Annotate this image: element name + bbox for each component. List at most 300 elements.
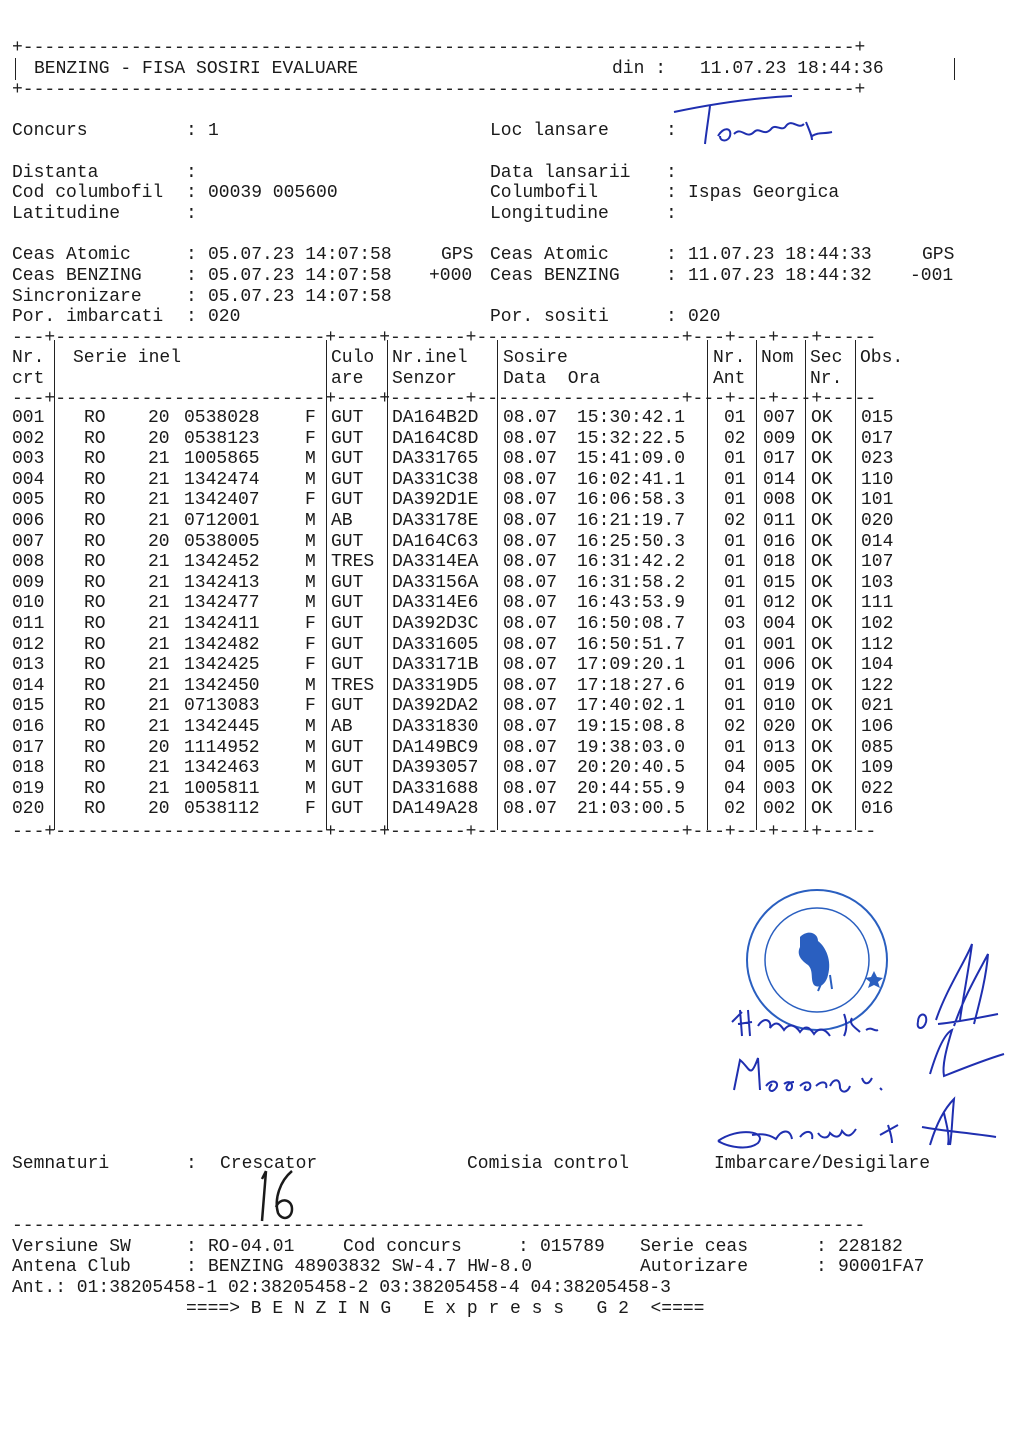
- cell-sec: OK: [811, 634, 833, 655]
- data-lansarii-label: Data lansarii: [490, 163, 631, 183]
- cell-obs: 112: [861, 634, 894, 655]
- distanta-label: Distanta: [12, 163, 99, 183]
- cell-obs: 111: [861, 593, 894, 614]
- ceas-atomic-r-label: Ceas Atomic: [490, 245, 609, 265]
- cell-obs: 016: [861, 799, 894, 820]
- th-serie: Serie inel: [73, 348, 182, 368]
- colon: :: [186, 266, 197, 286]
- cell-ant: 04: [724, 758, 746, 779]
- cell-nom: 013: [763, 737, 796, 758]
- cell-ring: 1342425: [184, 655, 260, 676]
- cell-ant: 01: [724, 737, 746, 758]
- cell-obs: 085: [861, 737, 894, 758]
- table-row: [12, 552, 972, 573]
- cell-nr: 019: [12, 778, 45, 799]
- cell-nr: 009: [12, 572, 45, 593]
- signature-3: [712, 1095, 1012, 1155]
- cell-nr: 006: [12, 511, 45, 531]
- th-nr-2: crt: [12, 369, 45, 389]
- cell-date: 08.07: [503, 717, 558, 737]
- cell-nom: 010: [763, 696, 796, 717]
- cell-date: 08.07: [503, 778, 558, 799]
- table-row: [12, 614, 972, 635]
- cod-columbofil-value: 00039 005600: [208, 183, 338, 203]
- ceas-benzing-label: Ceas BENZING: [12, 266, 142, 286]
- cell-year: 21: [148, 675, 170, 696]
- cell-ring: 1342413: [184, 572, 260, 593]
- table-row: [12, 717, 972, 738]
- cell-ring: 1005865: [184, 449, 260, 470]
- colon: :: [666, 163, 677, 183]
- cell-sensor: DA331C38: [392, 469, 479, 490]
- sep-8: [855, 340, 856, 830]
- sep-6: [756, 340, 757, 830]
- cell-year: 20: [148, 408, 170, 428]
- cell-sec: OK: [811, 408, 833, 428]
- ceas-atomic-r-value: 11.07.23 18:44:33: [688, 245, 872, 265]
- cell-color: TRES: [331, 552, 375, 573]
- antena-value: BENZING 48903832 SW-4.7 HW-8.0: [208, 1257, 533, 1277]
- cell-date: 08.07: [503, 428, 558, 449]
- cell-sex: M: [305, 675, 316, 696]
- longitudine-label: Longitudine: [490, 204, 609, 224]
- cell-sec: OK: [811, 758, 833, 779]
- cell-ring: 0538112: [184, 799, 260, 820]
- table-row: [12, 799, 972, 820]
- cell-ring: 0538028: [184, 408, 260, 428]
- cell-ant: 01: [724, 655, 746, 676]
- cell-ring: 1342452: [184, 552, 260, 573]
- cell-nom: 003: [763, 778, 796, 799]
- cell-sec: OK: [811, 469, 833, 490]
- cell-color: GUT: [331, 696, 364, 717]
- cell-year: 21: [148, 469, 170, 490]
- colon: :: [666, 121, 677, 141]
- cell-sensor: DA392DA2: [392, 696, 479, 717]
- loc-lansare-handwriting: [672, 92, 852, 152]
- cell-time: 16:31:42.2: [577, 552, 686, 573]
- cell-nom: 008: [763, 490, 796, 511]
- cell-country: RO: [84, 717, 106, 737]
- cell-nom: 007: [763, 408, 796, 428]
- cell-time: 17:09:20.1: [577, 655, 686, 676]
- cell-sec: OK: [811, 531, 833, 552]
- cell-obs: 017: [861, 428, 894, 449]
- sincronizare-value: 05.07.23 14:07:58: [208, 287, 392, 307]
- cell-time: 17:40:02.1: [577, 696, 686, 717]
- th-inel: Nr.inel: [392, 348, 468, 368]
- cell-ant: 04: [724, 778, 746, 799]
- cell-ring: 1342482: [184, 634, 260, 655]
- cell-obs: 022: [861, 778, 894, 799]
- cell-sensor: DA33178E: [392, 511, 479, 531]
- table-row: [12, 490, 972, 511]
- cell-country: RO: [84, 614, 106, 634]
- colon: :: [186, 1154, 197, 1174]
- cell-time: 16:50:08.7: [577, 614, 686, 634]
- cell-nom: 020: [763, 717, 796, 737]
- cell-obs: 106: [861, 717, 894, 737]
- autorizare-value: 90001FA7: [838, 1257, 925, 1277]
- cell-country: RO: [84, 799, 106, 820]
- cell-year: 21: [148, 696, 170, 717]
- cell-ring: 0538123: [184, 428, 260, 449]
- cell-time: 17:18:27.6: [577, 675, 686, 696]
- table-row: [12, 449, 972, 470]
- imbarcare-label: Imbarcare/Desigilare: [714, 1154, 931, 1174]
- th-ant-2: Ant: [713, 369, 746, 389]
- cell-sensor: DA392D3C: [392, 614, 479, 634]
- cell-obs: 107: [861, 552, 894, 573]
- cell-sec: OK: [811, 696, 833, 717]
- cell-sensor: DA331830: [392, 717, 479, 737]
- ceas-benzing-r-value: 11.07.23 18:44:32: [688, 266, 872, 286]
- serie-ceas-label: Serie ceas: [640, 1237, 749, 1257]
- cell-time: 20:20:40.5: [577, 758, 686, 779]
- cell-country: RO: [84, 675, 106, 696]
- cell-sex: M: [305, 758, 316, 779]
- cell-obs: 101: [861, 490, 894, 511]
- th-obs: Obs.: [860, 348, 904, 368]
- cell-color: GUT: [331, 737, 364, 758]
- cell-country: RO: [84, 469, 106, 490]
- table-border-bottom: ---+-------------------------+----+-------+-------------------+---+---+---+-----: [12, 822, 877, 842]
- cell-ant: 01: [724, 675, 746, 696]
- cell-nr: 017: [12, 737, 45, 758]
- cell-obs: 014: [861, 531, 894, 552]
- cell-nom: 015: [763, 572, 796, 593]
- cell-obs: 015: [861, 408, 894, 428]
- cell-time: 19:15:08.8: [577, 717, 686, 737]
- table-row: [12, 470, 972, 491]
- cell-ant: 01: [724, 593, 746, 614]
- cell-nom: 001: [763, 634, 796, 655]
- cell-nom: 005: [763, 758, 796, 779]
- table-row: [12, 532, 972, 553]
- cell-year: 20: [148, 799, 170, 820]
- cell-year: 21: [148, 655, 170, 676]
- antena-label: Antena Club: [12, 1257, 131, 1277]
- cell-time: 20:44:55.9: [577, 778, 686, 799]
- cell-sensor: DA331765: [392, 449, 479, 470]
- colon: :: [186, 245, 197, 265]
- cell-nom: 011: [763, 511, 796, 531]
- por-sositi-label: Por. sositi: [490, 307, 609, 327]
- footer-divider: -------------------------------------------------------------------------------: [12, 1216, 866, 1236]
- cell-nom: 016: [763, 531, 796, 552]
- cell-color: GUT: [331, 408, 364, 428]
- cell-country: RO: [84, 572, 106, 593]
- cell-sex: F: [305, 634, 316, 655]
- cell-year: 21: [148, 614, 170, 634]
- cell-time: 16:02:41.1: [577, 469, 686, 490]
- cell-sensor: DA3314EA: [392, 552, 479, 573]
- cell-ant: 01: [724, 490, 746, 511]
- signature-2: [730, 1028, 1010, 1098]
- cell-obs: 021: [861, 696, 894, 717]
- loc-lansare-label: Loc lansare: [490, 121, 609, 141]
- cell-ring: 1342445: [184, 717, 260, 737]
- table-row: [12, 655, 972, 676]
- cell-sec: OK: [811, 593, 833, 614]
- ceas-atomic-extra: GPS: [441, 245, 474, 265]
- cell-time: 19:38:03.0: [577, 737, 686, 758]
- cell-ant: 01: [724, 634, 746, 655]
- cell-sex: M: [305, 778, 316, 799]
- cell-nr: 008: [12, 552, 45, 573]
- cell-sex: M: [305, 531, 316, 552]
- th-sec-2: Nr.: [810, 369, 843, 389]
- cell-year: 21: [148, 593, 170, 614]
- cell-sensor: DA33156A: [392, 572, 479, 593]
- cell-obs: 103: [861, 572, 894, 593]
- colon: :: [186, 1237, 197, 1257]
- cell-sex: M: [305, 593, 316, 614]
- cell-color: AB: [331, 717, 353, 737]
- ceas-benzing-value: 05.07.23 14:07:58: [208, 266, 392, 286]
- cell-country: RO: [84, 593, 106, 614]
- colon: :: [666, 183, 677, 203]
- cell-sex: F: [305, 428, 316, 449]
- cell-obs: 110: [861, 469, 894, 490]
- por-imbarcati-label: Por. imbarcati: [12, 307, 164, 327]
- cell-date: 08.07: [503, 408, 558, 428]
- cell-ring: 1114952: [184, 737, 260, 758]
- columbofil-label: Columbofil: [490, 183, 599, 203]
- cell-sex: F: [305, 799, 316, 820]
- cell-sec: OK: [811, 428, 833, 449]
- crescator-label: Crescator: [220, 1154, 318, 1174]
- header-border-bottom: +-----------------------------------------------------------------------------+: [12, 80, 866, 100]
- header-left-edge: [15, 58, 16, 80]
- cell-country: RO: [84, 737, 106, 758]
- cell-country: RO: [84, 531, 106, 552]
- colon: :: [186, 121, 197, 141]
- table-header-border: ---+-------------------------+----+-------+-------------------+---+---+---+-----: [12, 389, 877, 409]
- cell-color: GUT: [331, 655, 364, 676]
- cell-sec: OK: [811, 490, 833, 511]
- sep-3: [387, 340, 388, 830]
- cell-time: 16:50:51.7: [577, 634, 686, 655]
- serie-ceas-value: 228182: [838, 1237, 903, 1257]
- cell-date: 08.07: [503, 696, 558, 717]
- cell-sensor: DA331605: [392, 634, 479, 655]
- cell-sex: F: [305, 490, 316, 511]
- table-row: [12, 779, 972, 800]
- cell-ant: 02: [724, 511, 746, 531]
- cell-ant: 01: [724, 449, 746, 470]
- table-row: [12, 635, 972, 656]
- cell-sensor: DA164C63: [392, 531, 479, 552]
- cell-sex: F: [305, 655, 316, 676]
- cell-sex: F: [305, 614, 316, 634]
- cell-sec: OK: [811, 675, 833, 696]
- cell-nr: 004: [12, 469, 45, 490]
- cell-sex: F: [305, 408, 316, 428]
- cell-obs: 023: [861, 449, 894, 470]
- cell-time: 16:25:50.3: [577, 531, 686, 552]
- cell-sex: M: [305, 511, 316, 531]
- th-nr: Nr.: [12, 348, 45, 368]
- cell-nr: 016: [12, 717, 45, 737]
- cod-concurs-value: 015789: [540, 1237, 605, 1257]
- cell-color: GUT: [331, 428, 364, 449]
- colon: :: [186, 183, 197, 203]
- th-sosire-2: Data Ora: [503, 369, 601, 389]
- columbofil-value: Ispas Georgica: [688, 183, 840, 203]
- cell-ring: 0538005: [184, 531, 260, 552]
- cell-date: 08.07: [503, 490, 558, 511]
- table-row: [12, 696, 972, 717]
- cell-nom: 014: [763, 469, 796, 490]
- colon: :: [186, 163, 197, 183]
- colon: :: [186, 204, 197, 224]
- cell-date: 08.07: [503, 449, 558, 470]
- cell-sensor: DA3319D5: [392, 675, 479, 696]
- cell-date: 08.07: [503, 758, 558, 779]
- cell-year: 21: [148, 634, 170, 655]
- colon: :: [666, 204, 677, 224]
- colon: :: [816, 1257, 827, 1277]
- cell-sensor: DA149A28: [392, 799, 479, 820]
- cell-nr: 018: [12, 758, 45, 779]
- cell-sex: M: [305, 572, 316, 593]
- cell-sensor: DA3314E6: [392, 593, 479, 614]
- versiune-label: Versiune SW: [12, 1237, 131, 1257]
- cell-year: 20: [148, 737, 170, 758]
- cell-nom: 017: [763, 449, 796, 470]
- cell-sex: M: [305, 449, 316, 470]
- cell-date: 08.07: [503, 469, 558, 490]
- th-culoare: Culo: [331, 348, 375, 368]
- cell-sensor: DA331688: [392, 778, 479, 799]
- sep-7: [805, 340, 806, 830]
- cell-color: GUT: [331, 469, 364, 490]
- header-date-value: 11.07.23 18:44:36: [700, 59, 884, 79]
- cell-sex: M: [305, 552, 316, 573]
- cell-sensor: DA33171B: [392, 655, 479, 676]
- cell-sec: OK: [811, 511, 833, 531]
- cell-nom: 019: [763, 675, 796, 696]
- colon: :: [816, 1237, 827, 1257]
- cell-country: RO: [84, 408, 106, 428]
- comisia-label: Comisia control: [467, 1154, 630, 1174]
- cell-nom: 002: [763, 799, 796, 820]
- cell-ring: 1005811: [184, 778, 260, 799]
- cell-obs: 104: [861, 655, 894, 676]
- cell-year: 21: [148, 758, 170, 779]
- cell-color: GUT: [331, 449, 364, 470]
- benzing-express-line: ====> B E N Z I N G E x p r e s s G 2 <====: [186, 1299, 705, 1319]
- cell-color: TRES: [331, 675, 375, 696]
- cell-ant: 03: [724, 614, 746, 634]
- cell-sec: OK: [811, 717, 833, 737]
- cell-date: 08.07: [503, 675, 558, 696]
- cell-nom: 006: [763, 655, 796, 676]
- cell-date: 08.07: [503, 572, 558, 593]
- concurs-value: 1: [208, 121, 219, 141]
- header-right-edge: [954, 58, 955, 80]
- cell-ring: 1342411: [184, 614, 260, 634]
- cell-sec: OK: [811, 799, 833, 820]
- cell-date: 08.07: [503, 531, 558, 552]
- cell-time: 15:32:22.5: [577, 428, 686, 449]
- cell-sensor: DA393057: [392, 758, 479, 779]
- cell-nr: 011: [12, 614, 45, 634]
- table-row: [12, 593, 972, 614]
- cell-date: 08.07: [503, 634, 558, 655]
- cell-time: 15:41:09.0: [577, 449, 686, 470]
- por-imbarcati-value: 020: [208, 307, 241, 327]
- cell-year: 21: [148, 717, 170, 737]
- ceas-atomic-label: Ceas Atomic: [12, 245, 131, 265]
- table-row: [12, 573, 972, 594]
- cell-nom: 018: [763, 552, 796, 573]
- cell-time: 15:30:42.1: [577, 408, 686, 428]
- sep-2: [326, 340, 327, 830]
- colon: :: [666, 245, 677, 265]
- cell-sex: M: [305, 469, 316, 490]
- colon: :: [666, 266, 677, 286]
- cell-nr: 020: [12, 799, 45, 820]
- colon: :: [518, 1237, 529, 1257]
- cell-sec: OK: [811, 614, 833, 634]
- cell-ring: 1342477: [184, 593, 260, 614]
- cell-date: 08.07: [503, 511, 558, 531]
- sincronizare-label: Sincronizare: [12, 287, 142, 307]
- ceas-benzing-r-extra: -001: [910, 266, 954, 286]
- cell-sensor: DA164C8D: [392, 428, 479, 449]
- cod-columbofil-label: Cod columbofil: [12, 183, 164, 203]
- header-border-top: +-----------------------------------------------------------------------------+: [12, 38, 866, 58]
- ceas-benzing-r-label: Ceas BENZING: [490, 266, 620, 286]
- cell-color: GUT: [331, 634, 364, 655]
- cell-sec: OK: [811, 449, 833, 470]
- cell-obs: 102: [861, 614, 894, 634]
- cell-nr: 005: [12, 490, 45, 511]
- th-inel-2: Senzor: [392, 369, 457, 389]
- cell-obs: 020: [861, 511, 894, 531]
- table-row: [12, 511, 972, 532]
- cell-nr: 013: [12, 655, 45, 676]
- cell-ant: 02: [724, 717, 746, 737]
- cell-date: 08.07: [503, 552, 558, 573]
- cell-color: GUT: [331, 490, 364, 511]
- cell-nr: 003: [12, 449, 45, 470]
- colon: :: [186, 287, 197, 307]
- cell-year: 21: [148, 511, 170, 531]
- table-row: [12, 676, 972, 697]
- cell-color: AB: [331, 511, 353, 531]
- cell-date: 08.07: [503, 799, 558, 820]
- cell-sec: OK: [811, 572, 833, 593]
- cell-year: 21: [148, 778, 170, 799]
- cell-year: 21: [148, 552, 170, 573]
- cell-ant: 02: [724, 799, 746, 820]
- latitudine-label: Latitudine: [12, 204, 121, 224]
- cell-ring: 1342450: [184, 675, 260, 696]
- cell-date: 08.07: [503, 593, 558, 614]
- cell-ring: 1342407: [184, 490, 260, 511]
- cell-ant: 01: [724, 572, 746, 593]
- cell-color: GUT: [331, 778, 364, 799]
- cell-country: RO: [84, 655, 106, 676]
- cell-nom: 012: [763, 593, 796, 614]
- cell-nr: 010: [12, 593, 45, 614]
- cell-sec: OK: [811, 737, 833, 758]
- table-border-top: ---+-------------------------+----+-------+-------------------+---+---+---+-----: [12, 328, 877, 348]
- cell-ant: 01: [724, 696, 746, 717]
